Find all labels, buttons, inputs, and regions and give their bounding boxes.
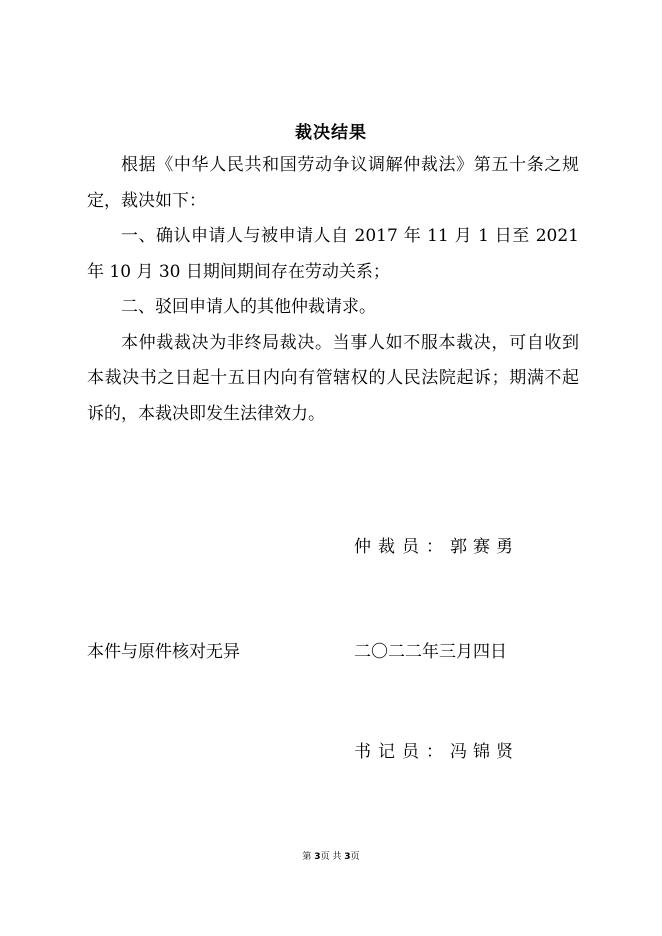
- clerk-label: 书记员：: [354, 742, 450, 762]
- verification-note: 本件与原件核对无异: [87, 642, 240, 662]
- total-pages-number: 3: [344, 852, 351, 862]
- footer-suffix: 页: [350, 852, 360, 862]
- ruling-body: [87, 148, 579, 432]
- ruling-intro-paragraph: 根据《中华人民共和国劳动争议调解仲裁法》第五十条之规定，裁决如下：: [87, 155, 579, 211]
- ruling-item-2-paragraph: 二、驳回申请人的其他仲裁请求。: [121, 297, 376, 317]
- arbitrator-signature: [354, 532, 519, 557]
- footer-middle: 页 共: [320, 852, 345, 862]
- current-page-number: 3: [314, 852, 321, 862]
- finality-notice-paragraph: 本仲裁裁决为非终局裁决。当事人如不服本裁决，可自收到本裁决书之日起十五日内向有管辖权的人民法院起诉；期满不起诉的，本裁决即发生法律效力。: [87, 332, 579, 424]
- clerk-signature: [354, 737, 519, 762]
- document-title: 裁决结果: [295, 123, 367, 143]
- footer-prefix: 第: [302, 852, 315, 862]
- page-footer: [0, 849, 662, 862]
- clerk-name: 冯锦贤: [450, 742, 519, 762]
- arbitrator-label: 仲裁员：: [354, 537, 450, 557]
- ruling-item-1-paragraph: 一、确认申请人与被申请人自 2017 年 11 月 1 日至 2021 年 10 月 30 日期间期间存在劳动关系；: [87, 226, 579, 282]
- ruling-date: 二〇二二年三月四日: [354, 642, 507, 662]
- arbitrator-name: 郭赛勇: [450, 537, 519, 557]
